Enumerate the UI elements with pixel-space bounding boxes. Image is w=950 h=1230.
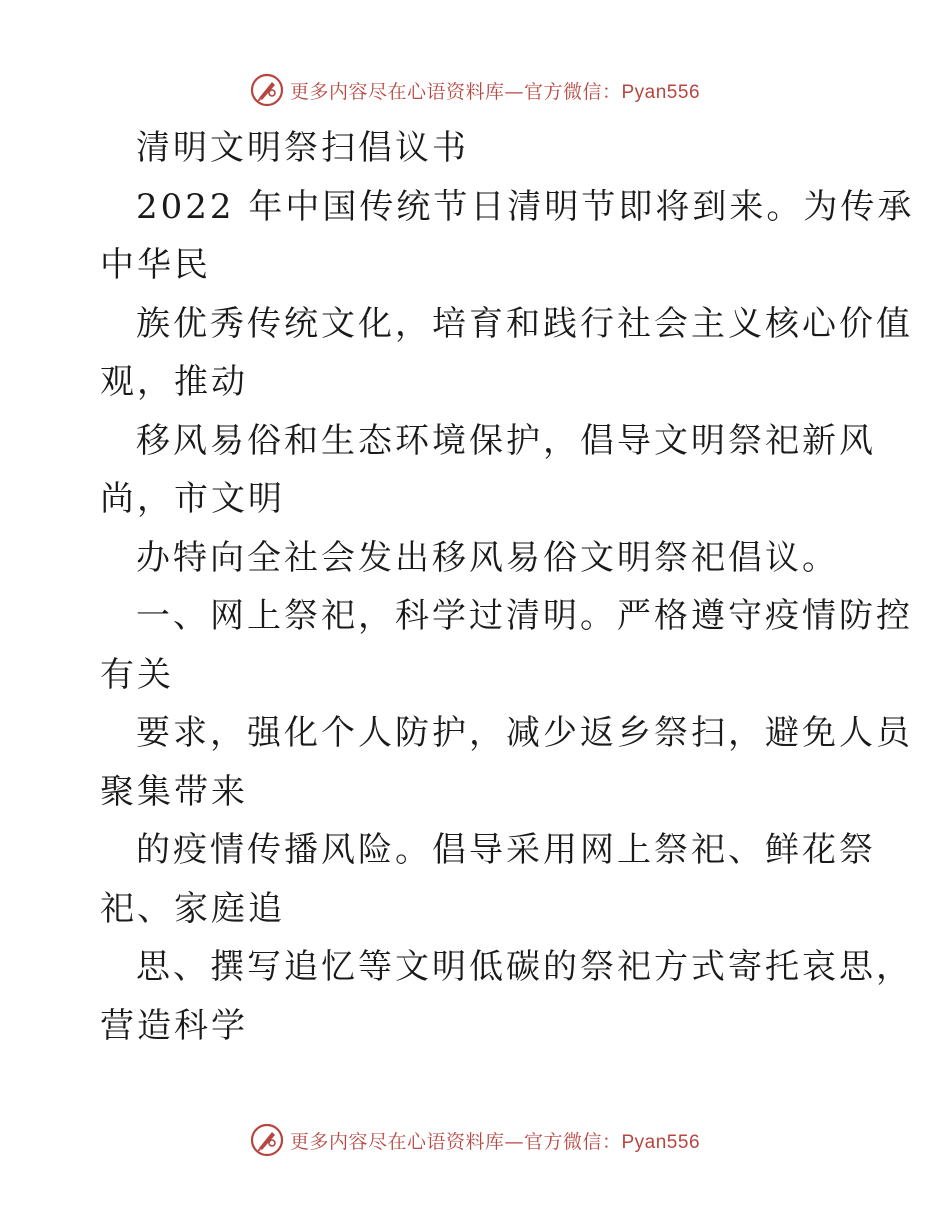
paragraph-line: 一、网上祭祀，科学过清明。严格遵守疫情防控: [136, 596, 913, 636]
paragraph-line: 思、撰写追忆等文明低碳的祭祀方式寄托哀思，: [136, 947, 913, 987]
quill-pen-logo-icon: [250, 73, 284, 107]
paragraph-line: 族优秀传统文化，培育和践行社会主义核心价值: [136, 304, 913, 344]
paragraph-line: 办特向全社会发出移风易俗文明祭祀倡议。: [136, 538, 839, 578]
paragraph-line: 观，推动: [100, 362, 248, 402]
paragraph-line: 中华民: [100, 245, 211, 285]
watermark-handle: Pyan556: [621, 81, 701, 103]
quill-pen-logo-icon: [250, 1123, 284, 1157]
document-title: 清明文明祭扫倡议书: [136, 128, 469, 168]
watermark-header: [0, 70, 950, 110]
paragraph-line: 祀、家庭追: [100, 889, 285, 929]
paragraph-line: 2022 年中国传统节日清明节即将到来。为传承: [136, 187, 915, 227]
paragraph-line: 有关: [100, 655, 174, 695]
paragraph-line: 聚集带来: [100, 772, 248, 812]
paragraph-line: 移风易俗和生态环境保护，倡导文明祭祀新风: [136, 421, 876, 461]
paragraph-line: 尚，市文明: [100, 479, 285, 519]
watermark-footer: [0, 1120, 950, 1160]
watermark-handle: Pyan556: [621, 1131, 701, 1153]
watermark-text: 更多内容尽在心语资料库—官方微信：Pyan556: [289, 1130, 701, 1153]
paragraph-line: 要求，强化个人防护，减少返乡祭扫，避免人员: [136, 713, 913, 753]
watermark-text: 更多内容尽在心语资料库—官方微信：Pyan556: [289, 80, 701, 103]
paragraph-line: 营造科学: [100, 1006, 248, 1046]
paragraph-line: 的疫情传播风险。倡导采用网上祭祀、鲜花祭: [136, 830, 876, 870]
